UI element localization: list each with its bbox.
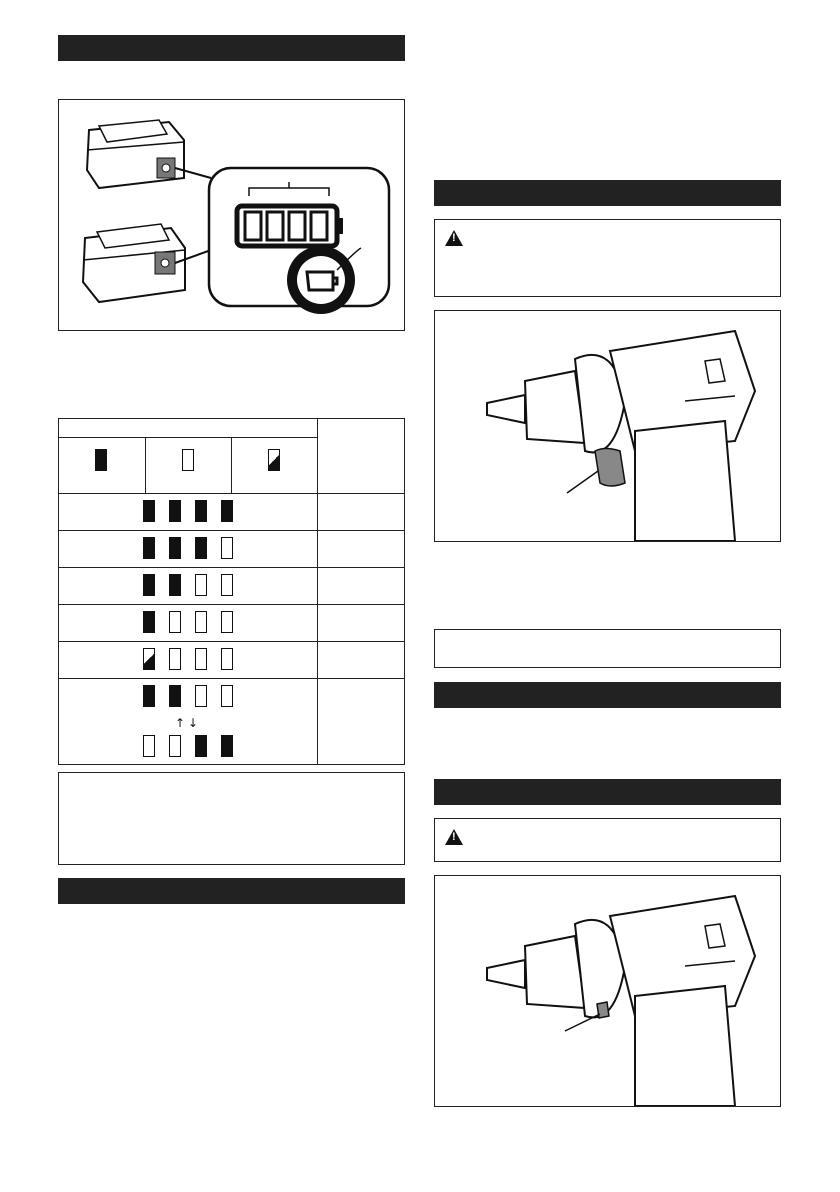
indicator-lamp [221,735,233,757]
warning-icon [445,230,463,246]
drill-trigger-illustration [435,311,780,541]
indicator-lamp [169,574,181,596]
section-header-bar [58,35,405,61]
indicator-lamp [195,611,207,633]
indicator-lamp [169,611,181,633]
section-header-bar [434,682,781,708]
indicator-lamp [221,648,233,670]
indicator-lamp [169,648,181,670]
indicator-lamp [221,537,233,559]
battery-indicator-figure [58,99,405,331]
indicator-lamp [195,648,207,670]
battery-capacity-table [58,418,405,765]
lit-indicator-icon [95,449,107,471]
section-header-bar [58,878,405,904]
indicator-lamp [221,574,233,596]
indicator-lamp [143,611,155,633]
indicator-lamp [169,537,181,559]
drill-switch-illustration [435,876,780,1106]
indicator-lamp [143,735,155,757]
warning-icon [445,829,463,845]
indicator-lamp [221,611,233,633]
blinking-indicator-icon [268,449,280,471]
section-header-bar [434,779,781,805]
drill-switch-figure [434,875,781,1107]
indicator-lamp [143,574,155,596]
indicator-lamp [195,735,207,757]
indicator-lamp [143,500,155,522]
indicator-lamp [221,500,233,522]
indicator-lamp [195,574,207,596]
indicator-lamp [221,685,233,707]
indicator-lamp [169,500,181,522]
drill-trigger-figure [434,310,781,542]
off-indicator-icon [182,449,194,471]
indicator-lamp [143,537,155,559]
alternating-arrows: ↑↓ [175,716,202,730]
indicator-lamp [169,735,181,757]
caution-box [434,818,781,862]
indicator-lamp [143,648,155,670]
indicator-lamp [195,500,207,522]
note-box [434,629,781,668]
indicator-lamp [169,685,181,707]
note-box [58,772,405,865]
section-header-bar [434,180,781,206]
caution-box [434,219,781,297]
indicator-lamp [143,685,155,707]
indicator-lamp [195,685,207,707]
indicator-lamp [195,537,207,559]
battery-indicator-illustration [59,100,404,330]
